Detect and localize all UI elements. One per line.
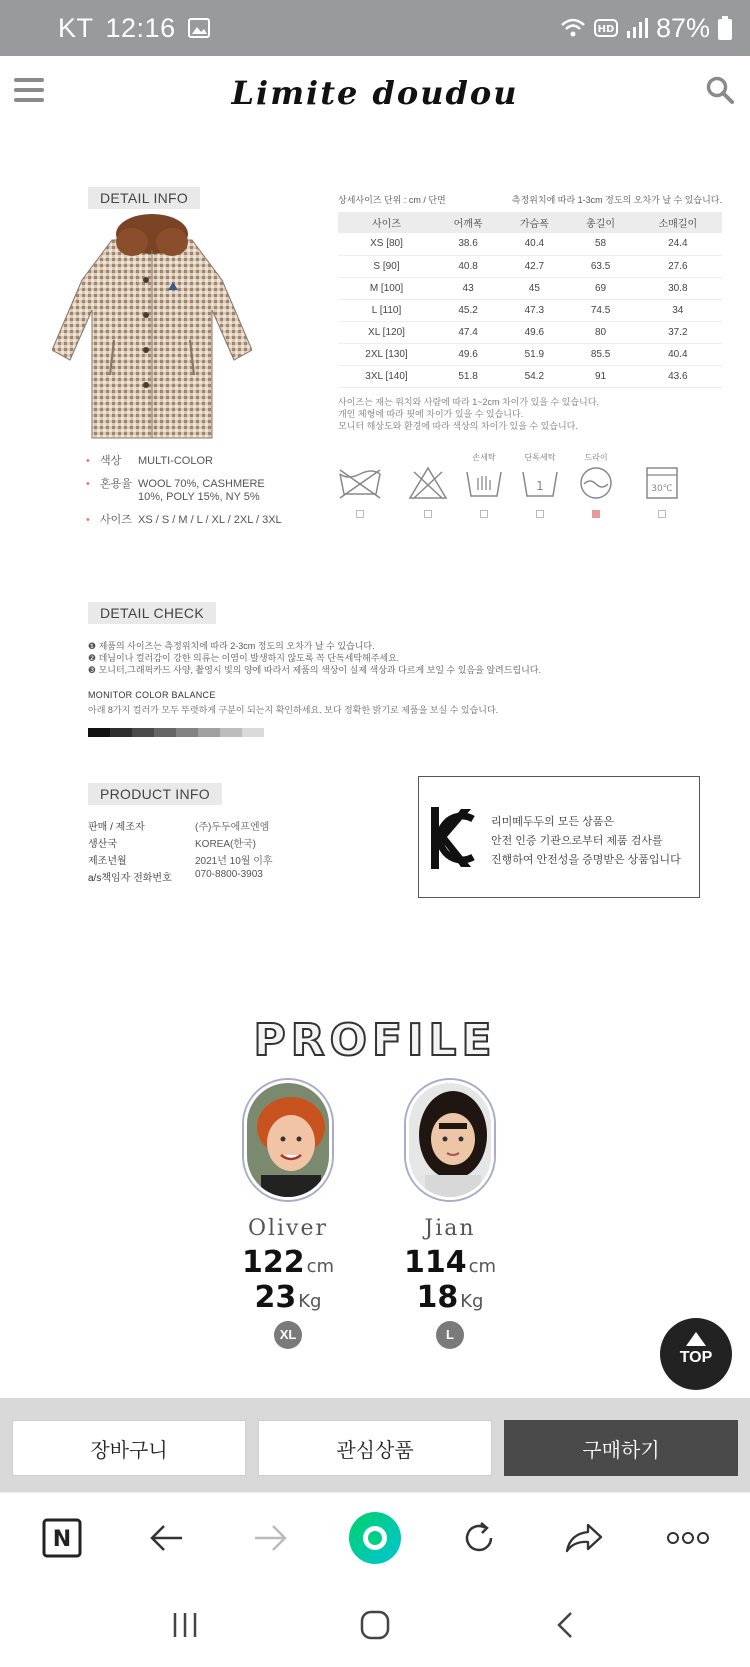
model-profile-jian [395,1080,505,1349]
product-info-tag: PRODUCT INFO [88,783,222,805]
avatar [406,1080,494,1200]
table-row: XL [120] 47.4 49.6 80 37.2 [338,321,722,343]
table-row: L [110] 45.2 47.3 74.5 34 [338,299,722,321]
image-notification-icon [188,18,210,38]
detail-check-list: ❶ 제품의 사이즈는 측정위치에 따라 2-3cm 정도의 오차가 날 수 있습니다. ❷ 데님이나 컬러감이 강한 의류는 이염이 발생하지 않도록 꼭 단독세탁해주세요. ❸ 모니터,그래픽카드 사양, 촬영시 빛의 양에 따라서 제품의 색상이 실제 색상과 다르게 보일 수 있음을 알려드립니다. [88,641,542,675]
model-profile-oliver [233,1080,343,1349]
svg-text:1: 1 [536,479,544,493]
back-arrow-icon[interactable] [138,1510,194,1566]
size-table-caption: 상세사이즈 단위 : cm / 단면 측정위치에 따라 1-3cm 정도의 오차가 날 수 있습니다. [338,195,722,205]
model-name: Oliver [247,1216,329,1241]
signal-icon [626,17,648,39]
system-navigation-bar [0,1582,750,1667]
color-swatch [110,728,132,737]
product-info-list [88,818,273,886]
table-row: 2XL [130] 49.6 51.9 85.5 40.4 [338,343,722,365]
model-size-badge: L [436,1321,464,1349]
battery-percent: 87% [655,12,710,43]
svg-text:30℃: 30℃ [651,484,673,494]
site-header [0,56,750,136]
color-swatch [198,728,220,737]
search-icon[interactable] [706,76,734,109]
site-logo[interactable]: Limite doudou [231,74,519,112]
table-row: 3XL [140] 51.8 54.2 91 43.6 [338,365,722,387]
naver-home-button[interactable] [34,1510,90,1566]
size-notes: 사이즈는 재는 위치와 사람에 따라 1~2cm 차이가 있을 수 있습니다. 개인 체형에 따라 핏에 차이가 있을 수 있습니다. 모니터 해상도와 환경에 따라 색상의 차이가 있을 수 있습니다. [338,397,599,431]
table-row: M [100] 43 45 69 30.8 [338,277,722,299]
product-info-row: 생산국 KOREA(한국) [88,839,256,850]
green-dot-search-button[interactable] [347,1510,403,1566]
svg-text:HD: HD [597,24,615,35]
system-back-icon[interactable] [535,1600,595,1650]
table-row: XS [80] 38.6 40.4 58 24.4 [338,233,722,255]
coat-product-image [52,210,252,440]
color-swatch [176,728,198,737]
product-info-row: a/s책임자 전화번호 070-8800-3903 [88,869,263,884]
more-options-icon[interactable] [660,1510,716,1566]
product-info-row: 판매 / 제조자 (주)두두에프엔엠 [88,822,270,833]
product-info-row: 제조년월 2021년 10월 이후 [88,856,273,867]
care-symbols [338,452,722,532]
recent-apps-icon[interactable] [155,1600,215,1650]
home-icon[interactable] [345,1600,405,1650]
no-bleach-icon [400,452,456,518]
monitor-balance-title: MONITOR COLOR BALANCE [88,690,216,700]
model-weight: 23 Kg [254,1280,322,1315]
purchase-action-bar [0,1398,750,1492]
browser-toolbar [0,1492,750,1582]
model-size-badge: XL [274,1321,302,1349]
product-spec-list [86,455,288,537]
wifi-icon [560,17,586,39]
hd-voice-icon [594,18,618,38]
model-height: 114 cm [403,1245,497,1280]
add-to-cart-button[interactable]: 장바구니 [12,1420,246,1476]
detail-info-tag: DETAIL INFO [88,187,200,209]
svg-text:N: N [52,1526,72,1552]
color-swatch [88,728,110,737]
wash-30c-icon [634,452,690,518]
model-height: 122 cm [241,1245,335,1280]
spec-material: • 혼용율 WOOL 70%, CASHMERE 10%, POLY 15%, NY 5% [86,478,265,503]
clock: 12:16 [105,12,176,43]
spec-size: • 사이즈 XS / S / M / L / XL / 2XL / 3XL [86,514,282,526]
profile-title: PROFILE [253,1015,497,1066]
avatar [244,1080,332,1200]
arrow-up-icon [686,1332,706,1346]
carrier: KT [58,12,94,43]
color-swatch [242,728,264,737]
wishlist-button[interactable]: 관심상품 [258,1420,492,1476]
share-icon[interactable] [556,1510,612,1566]
status-bar [0,0,750,56]
spec-color: • 색상 MULTI-COLOR [86,455,213,467]
kc-certification-text: 리미떼두두의 모든 상품은 안전 인증 기관으로부터 제품 검사를 진행하여 안전성을 증명받은 상품입니다 [491,816,681,866]
battery-icon [718,16,732,40]
monitor-balance-desc: 아래 8가지 컬러가 모두 뚜렷하게 구분이 되는지 확인하세요. 보다 정확한 밝기로 제품을 보실 수 있습니다. [88,705,499,715]
color-swatch [220,728,242,737]
color-swatch [154,728,176,737]
buy-now-button[interactable]: 구매하기 [504,1420,738,1476]
separate-wash-icon: 단독세탁 1 [512,452,568,518]
kc-certification-box [418,776,700,898]
dry-clean-icon: 드라이 [568,452,624,518]
refresh-icon[interactable] [451,1510,507,1566]
hand-wash-icon: 손세탁 [456,452,512,518]
model-weight: 18 Kg [416,1280,484,1315]
table-row: S [90] 40.8 42.7 63.5 27.6 [338,255,722,277]
forward-arrow-icon[interactable] [243,1510,299,1566]
detail-check-tag: DETAIL CHECK [88,602,216,624]
model-name: Jian [424,1216,476,1241]
scroll-top-button[interactable]: TOP [660,1318,732,1390]
color-balance-strip [88,728,264,737]
kc-mark-icon [429,805,475,871]
no-wash-icon [332,452,388,518]
size-table [338,212,722,388]
color-swatch [132,728,154,737]
size-table-header: 사이즈 어깨폭 가슴폭 총길이 소매길이 [338,212,722,233]
